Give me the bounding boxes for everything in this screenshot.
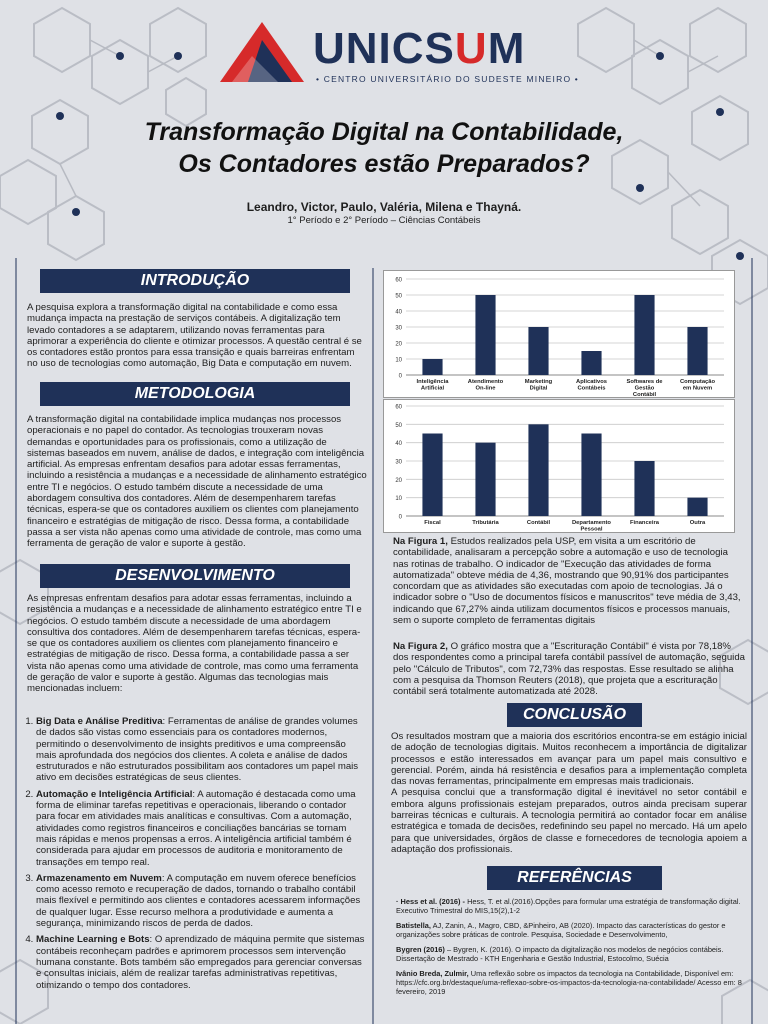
chart-1-svg (384, 271, 734, 397)
conclusion-text (391, 731, 747, 855)
bar (634, 295, 654, 375)
x-tick-label: Departamento Pessoal (572, 520, 611, 532)
list-item: 2. Automação e Inteligência Artificial: A automação é destacada como uma forma de eliminar tarefas repetitivas e operacionais, liberando o contador para focar em atividades mais analíticas e consultivas. Com a automação, atividades como registros financeiros e conciliações bancárias se tornam mais rápidas e menos propensas a erros. A inteligência artificial também é considerada para ajudar em processos de auditoria e monitoramento de transações em tempo real. (36, 789, 367, 868)
chart-2 (383, 399, 735, 533)
references-heading: REFERÊNCIAS (487, 866, 662, 890)
bar (634, 461, 654, 516)
y-tick-label: 40 (395, 309, 402, 316)
reference-item: Bygren (2016) – Bygren, K. (2016). O impacto da digitalização nos modelos de negócios contábeis. Dissertação de Mestrado - KTH Engenharia e Gestão Industrial, Estocolmo, Suécia (396, 945, 724, 963)
y-tick-label: 40 (395, 441, 402, 448)
y-tick-label: 10 (395, 496, 402, 503)
course-info: 1° Período e 2° Período – Ciências Contábeis (287, 215, 481, 226)
references-list (396, 897, 746, 1002)
logo-wordmark: UNICSUM (313, 24, 526, 73)
bar (581, 351, 601, 375)
chart-2-svg (384, 400, 734, 532)
tech-list (22, 716, 367, 996)
bar (687, 498, 707, 516)
bar (422, 434, 442, 517)
method-text: A transformação digital na contabilidade implica mudanças nos processos operacionais e no papel do contador. As tecnologias trouxeram novas demandas e oportunidades para os profissionais, como a utilização de sistemas baseados em nuvem, análise de dados, e integração com inteligência artificial. As empresas enfrentam desafios para adotar essas ferramentas, incluindo a resistência a mudanças e a necessidade de alinhamento estratégico entre TI e negócios. O estudo também discute a necessidade de uma abordagem consultiva dos contadores. Além de desempenharem tarefas técnicas, espera-se que os contadores auxiliem os clientes com planejamento financeiro e estratégias de mitigação de risco. Dessa forma, a contabilidade passa a ser vista não apenas como uma atividade de controle, mas como uma ferramenta de geração de valor e suporte à gestão. (27, 414, 367, 550)
list-item: 1. Big Data e Análise Preditiva: Ferramentas de análise de grandes volumes de dados são vistas como essenciais para os contadores modernos, permitindo o desenvolvimento de insights preditivos e uma compreensão mais aprofundada dos negócios dos clientes. A coleta e análise de dados estruturados e não estruturados possibilitam aos contadores um papel mais ativo em decisões estratégicas de seus clientes. (36, 716, 367, 784)
x-tick-label: Financeira (630, 520, 659, 526)
x-tick-label: Atendimento On-line (467, 379, 504, 392)
y-tick-label: 20 (395, 341, 402, 348)
reference-item: Batistella, AJ, Zanin, A., Magro, CBD, &Pinheiro, AB (2020). Impacto das características do gestor e organizações sobre práticas de controle. Pesquisa, Sociedade e Desenvolvimento, (396, 921, 726, 939)
y-tick-label: 60 (395, 404, 402, 411)
y-tick-label: 60 (395, 277, 402, 284)
x-tick-label: Softwares de Gestão Contábil (626, 379, 663, 397)
method-heading: METODOLOGIA (40, 382, 350, 406)
list-item: 4. Machine Learning e Bots: O aprendizado de máquina permite que sistemas contábeis reconheçam padrões e aprimorem processos sem intervenção humana constante. Bots também são empregados para gerenciar conversas e consultas iniciais, além de realizar tarefas administrativas repetitivas, otimizando o tempo dos contadores. (36, 934, 367, 990)
y-tick-label: 10 (395, 357, 402, 364)
conclusion-paragraph-1: Os resultados mostram que a maioria dos escritórios encontra-se em estágio inicial de adoção de tecnologias digitais. Muitos reconhecem a importância de digitalizar processos e estão interessados em avançar para um papel mais consultivo e gerencial. Porém, ainda há resistência e desafios para a implementação completa das novas ferramentas, principalmente em empresas mais tradicionais. (391, 731, 747, 788)
logo-subtitle: • CENTRO UNIVERSITÁRIO DO SUDESTE MINEIRO • (316, 74, 579, 84)
list-item: 3. Armazenamento em Nuvem: A computação em nuvem oferece benefícios como acesso remoto e recuperação de dados, tornando o trabalho contábil mais flexível e permitindo aos clientes e contadores acessarem informações de qualquer lugar. Esse recurso melhora a produtividade e aumenta a segurança, minimizando riscos de perda de dados. (36, 873, 367, 929)
figure-2-description: Na Figura 2, O gráfico mostra que a "Escrituração Contábil" é vista por 78,18% dos respondentes como a principal tarefa contábil passível de automação, seguida pelo "Cálculo de Tributos", com 72,73% das respostas. Esse resultado se alinha com a pesquisa da Thomson Reuters (2018), que projeta que a escrituração contábil será totalmente automatizada até 2028. (393, 641, 745, 698)
intro-heading: INTRODUÇÃO (40, 269, 350, 293)
y-tick-label: 50 (395, 422, 402, 429)
bar (528, 424, 548, 516)
x-tick-label: Marketing Digital (524, 379, 553, 392)
reference-item: · Hess et al. (2016) - Hess, T. et al.(2016).Opções para formular uma estratégia de transformação digital. Executivo Trimestral do MIS,15(2),1-2 (396, 897, 741, 915)
x-tick-label: Contábil (526, 520, 551, 526)
x-tick-label: Tributária (472, 520, 499, 526)
intro-text: A pesquisa explora a transformação digital na contabilidade e como essa mudança impacta na prestação de serviços contábeis. A digitalização tem levado contadores a se adaptarem, utilizando novas ferramentas para aprimorar a experiência do cliente e otimizar processos. A questão central é se os contadores estão prontos para essa transição e quais barreiras enfrentam no uso de tecnologias como automação, Big Data e computação em nuvem. (27, 302, 362, 370)
bar (475, 295, 495, 375)
bar (581, 434, 601, 517)
x-tick-label: Aplicativos Contábeis (576, 379, 607, 392)
poster-title (20, 116, 748, 180)
conclusion-paragraph-2: A pesquisa conclui que a transformação digital é inevitável no setor contábil e embora alguns profissionais estejam preparados, outros ainda precisam superar barreiras técnicas e culturais. A tecnologia permitirá ao contador focar em análise estratégica e tomada de decisões, redefinindo seu papel no mercado. Há um apelo para que universidades, órgãos de classe e fornecedores de tecnologia apoiem a adaptação dos profissionais. (391, 787, 747, 855)
y-tick-label: 0 (398, 373, 402, 380)
dev-text: As empresas enfrentam desafios para adotar essas ferramentas, incluindo a resistência a mudanças e a necessidade de alinhamento estratégico entre TI e negócios. O estudo também discute a necessidade de uma abordagem consultiva dos contadores. Além de desempenharem tarefas técnicas, espera-se que os contadores auxiliem os clientes com planejamento financeiro e estratégias de mitigação de risco. Dessa forma, a contabilidade passa a ser vista não apenas como uma atividade de controle, mas como uma ferramenta de geração de valor e suporte à gestão. Algumas das tecnologias mais mencionadas incluem: (27, 593, 362, 695)
figure-1-description: Na Figura 1, Estudos realizados pela USP, em visita a um escritório de contabilidade, analisaram a percepção sobre a automação e uso de tecnologia nas rotinas de trabalho. O indicador de "Execução das atividades de forma automatizada" obteve média de 4,36, mostrando que 90,91% dos participantes concordam que as atividades são executadas com apoio de tecnologias. Já o indicador sobre o "Uso de documentos físicos e manuscritos" teve média de 3,43, indicando que 67,27% ainda utilizam documentos físicos e processos manuais, sem o suporte completo de ferramentas digitais (393, 536, 741, 627)
bar (475, 443, 495, 516)
dev-heading: DESENVOLVIMENTO (40, 564, 350, 588)
conclusion-heading: CONCLUSÃO (507, 703, 642, 727)
x-tick-label: Computação em Nuvem (679, 379, 716, 392)
y-tick-label: 50 (395, 293, 402, 300)
x-tick-label: Outra (689, 520, 706, 526)
y-tick-label: 0 (398, 514, 402, 521)
x-tick-label: Fiscal (424, 520, 441, 526)
y-tick-label: 20 (395, 477, 402, 484)
bar (422, 359, 442, 375)
bar (687, 327, 707, 375)
x-tick-label: Inteligência Artificial (416, 379, 449, 392)
title-line-1: Transformação Digital na Contabilidade, (144, 118, 624, 146)
y-tick-label: 30 (395, 459, 402, 466)
title-line-2: Os Contadores estão Preparados? (178, 150, 590, 178)
bar (528, 327, 548, 375)
authors: Leandro, Victor, Paulo, Valéria, Milena e Thayná. (246, 200, 522, 214)
logo (218, 18, 579, 88)
reference-item: Ivânio Breda, Zulmir, Uma reflexão sobre os impactos da tecnologia na Contabilidade, Disponível em: https://cfc.org.br/destaque/uma-reflexao-sobre-os-impactos-da-tecnologia-na-contabilidade/ Acesso em: 8 fevereiro, 2019 (396, 969, 742, 996)
logo-triangle-icon (218, 20, 306, 84)
y-tick-label: 30 (395, 325, 402, 332)
chart-1 (383, 270, 735, 398)
